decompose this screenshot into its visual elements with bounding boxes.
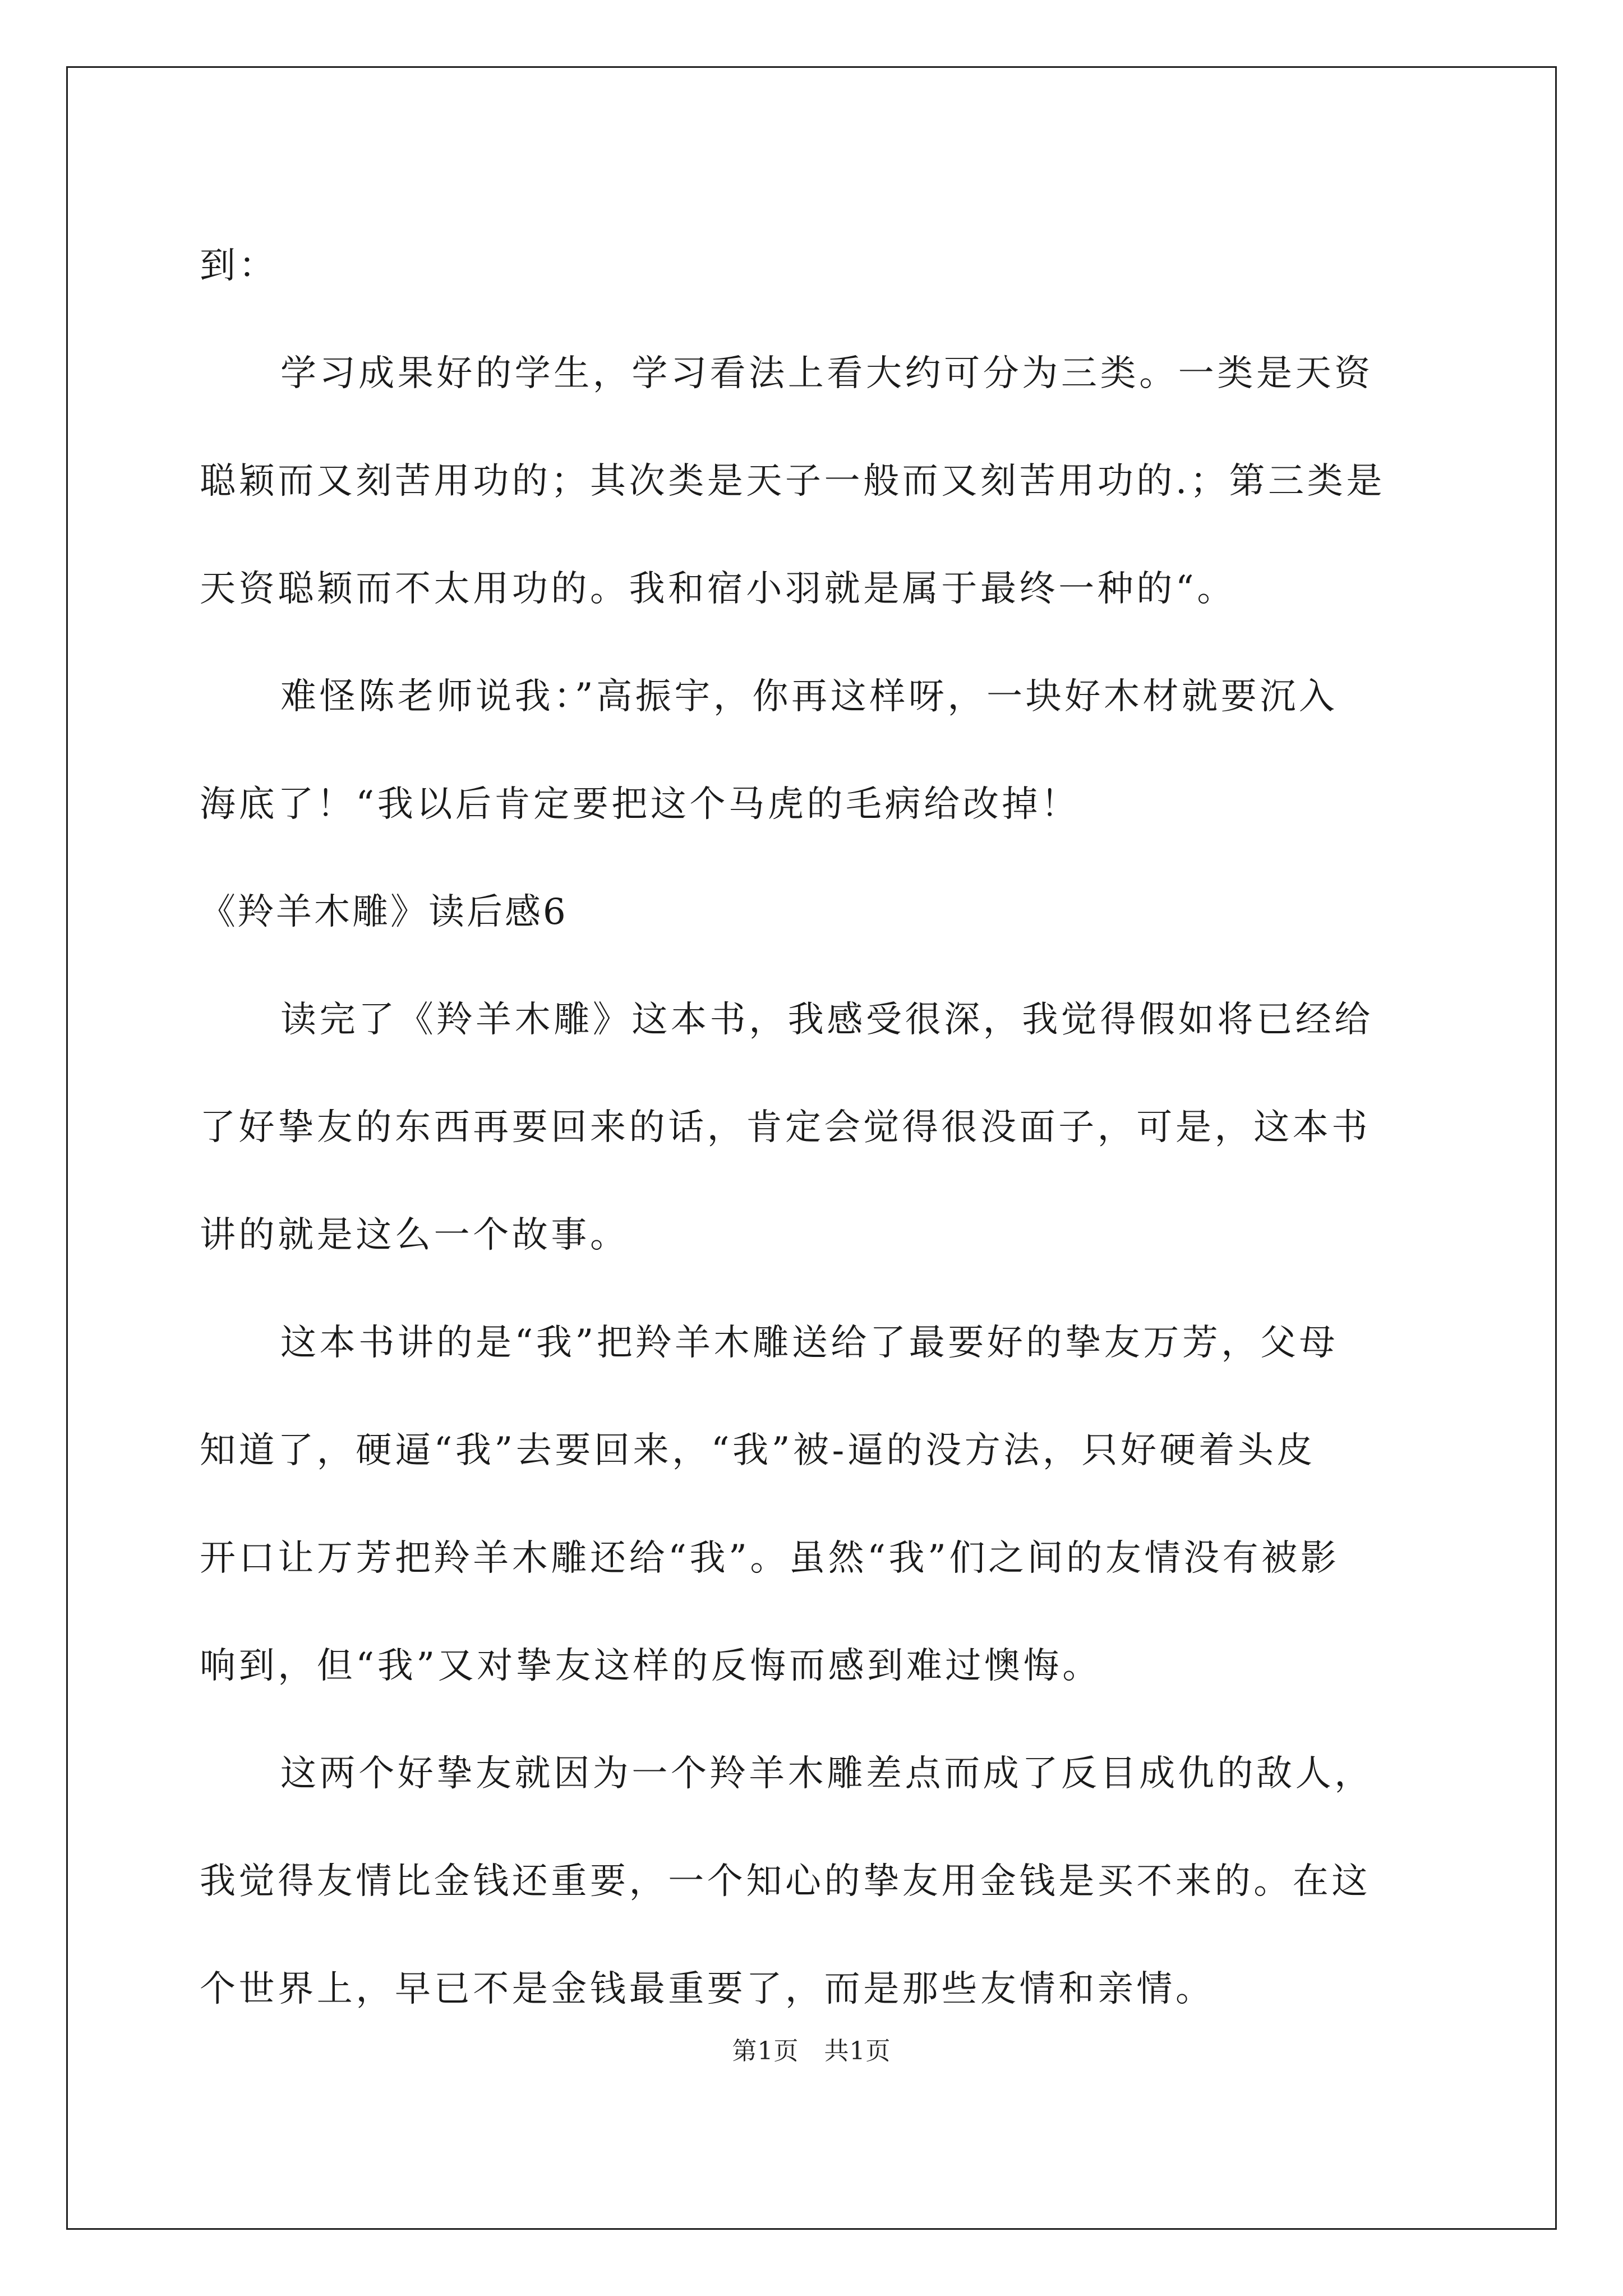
text-line: 到： [200, 245, 278, 287]
text-line: 个世界上，早已不是金钱最重要了，而是那些友情和亲情。 [200, 1968, 1215, 2010]
text-line: 开口让万芳把羚羊木雕还给“我”。虽然“我”们之间的友情没有被影 [200, 1538, 1340, 1579]
text-line: 响到，但“我”又对挚友这样的反悔而感到难过懊悔。 [200, 1645, 1101, 1687]
section-heading: 《羚羊木雕》读后感6 [200, 891, 568, 933]
page-number-footer: 第1页 共1页 [732, 2037, 891, 2065]
document-body [200, 212, 1427, 2043]
text-line: 了好挚友的东西再要回来的话，肯定会觉得很没面子，可是，这本书 [200, 1107, 1371, 1148]
text-line: 我觉得友情比金钱还重要，一个知心的挚友用金钱是买不来的。在这 [200, 1861, 1371, 1902]
paragraph-first-line: 读完了《羚羊木雕》这本书，我感受很深，我觉得假如将已经给 [280, 999, 1373, 1041]
text-line: 天资聪颖而不太用功的。我和宿小羽就是属于最终一种的“。 [200, 568, 1236, 610]
text-line: 讲的就是这么一个故事。 [200, 1214, 629, 1256]
paragraph-first-line: 难怪陈老师说我：”高振宇，你再这样呀，一块好木材就要沉入 [280, 676, 1338, 717]
paragraph-first-line: 这本书讲的是“我”把羚羊木雕送给了最要好的挚友万芳，父母 [280, 1322, 1339, 1364]
text-line: 知道了，硬逼“我”去要回来，“我”被-逼的没方法，只好硬着头皮 [200, 1430, 1316, 1471]
paragraph-first-line: 这两个好挚友就因为一个羚羊木雕差点而成了反目成仇的敌人， [280, 1753, 1373, 1795]
text-line: 聪颖而又刻苦用功的；其次类是天子一般而又刻苦用功的.；第三类是 [200, 461, 1385, 502]
paragraph-first-line: 学习成果好的学生，学习看法上看大约可分为三类。一类是天资 [280, 353, 1373, 394]
text-line: 海底了！“我以后肯定要把这个马虎的毛病给改掉！ [200, 784, 1080, 825]
